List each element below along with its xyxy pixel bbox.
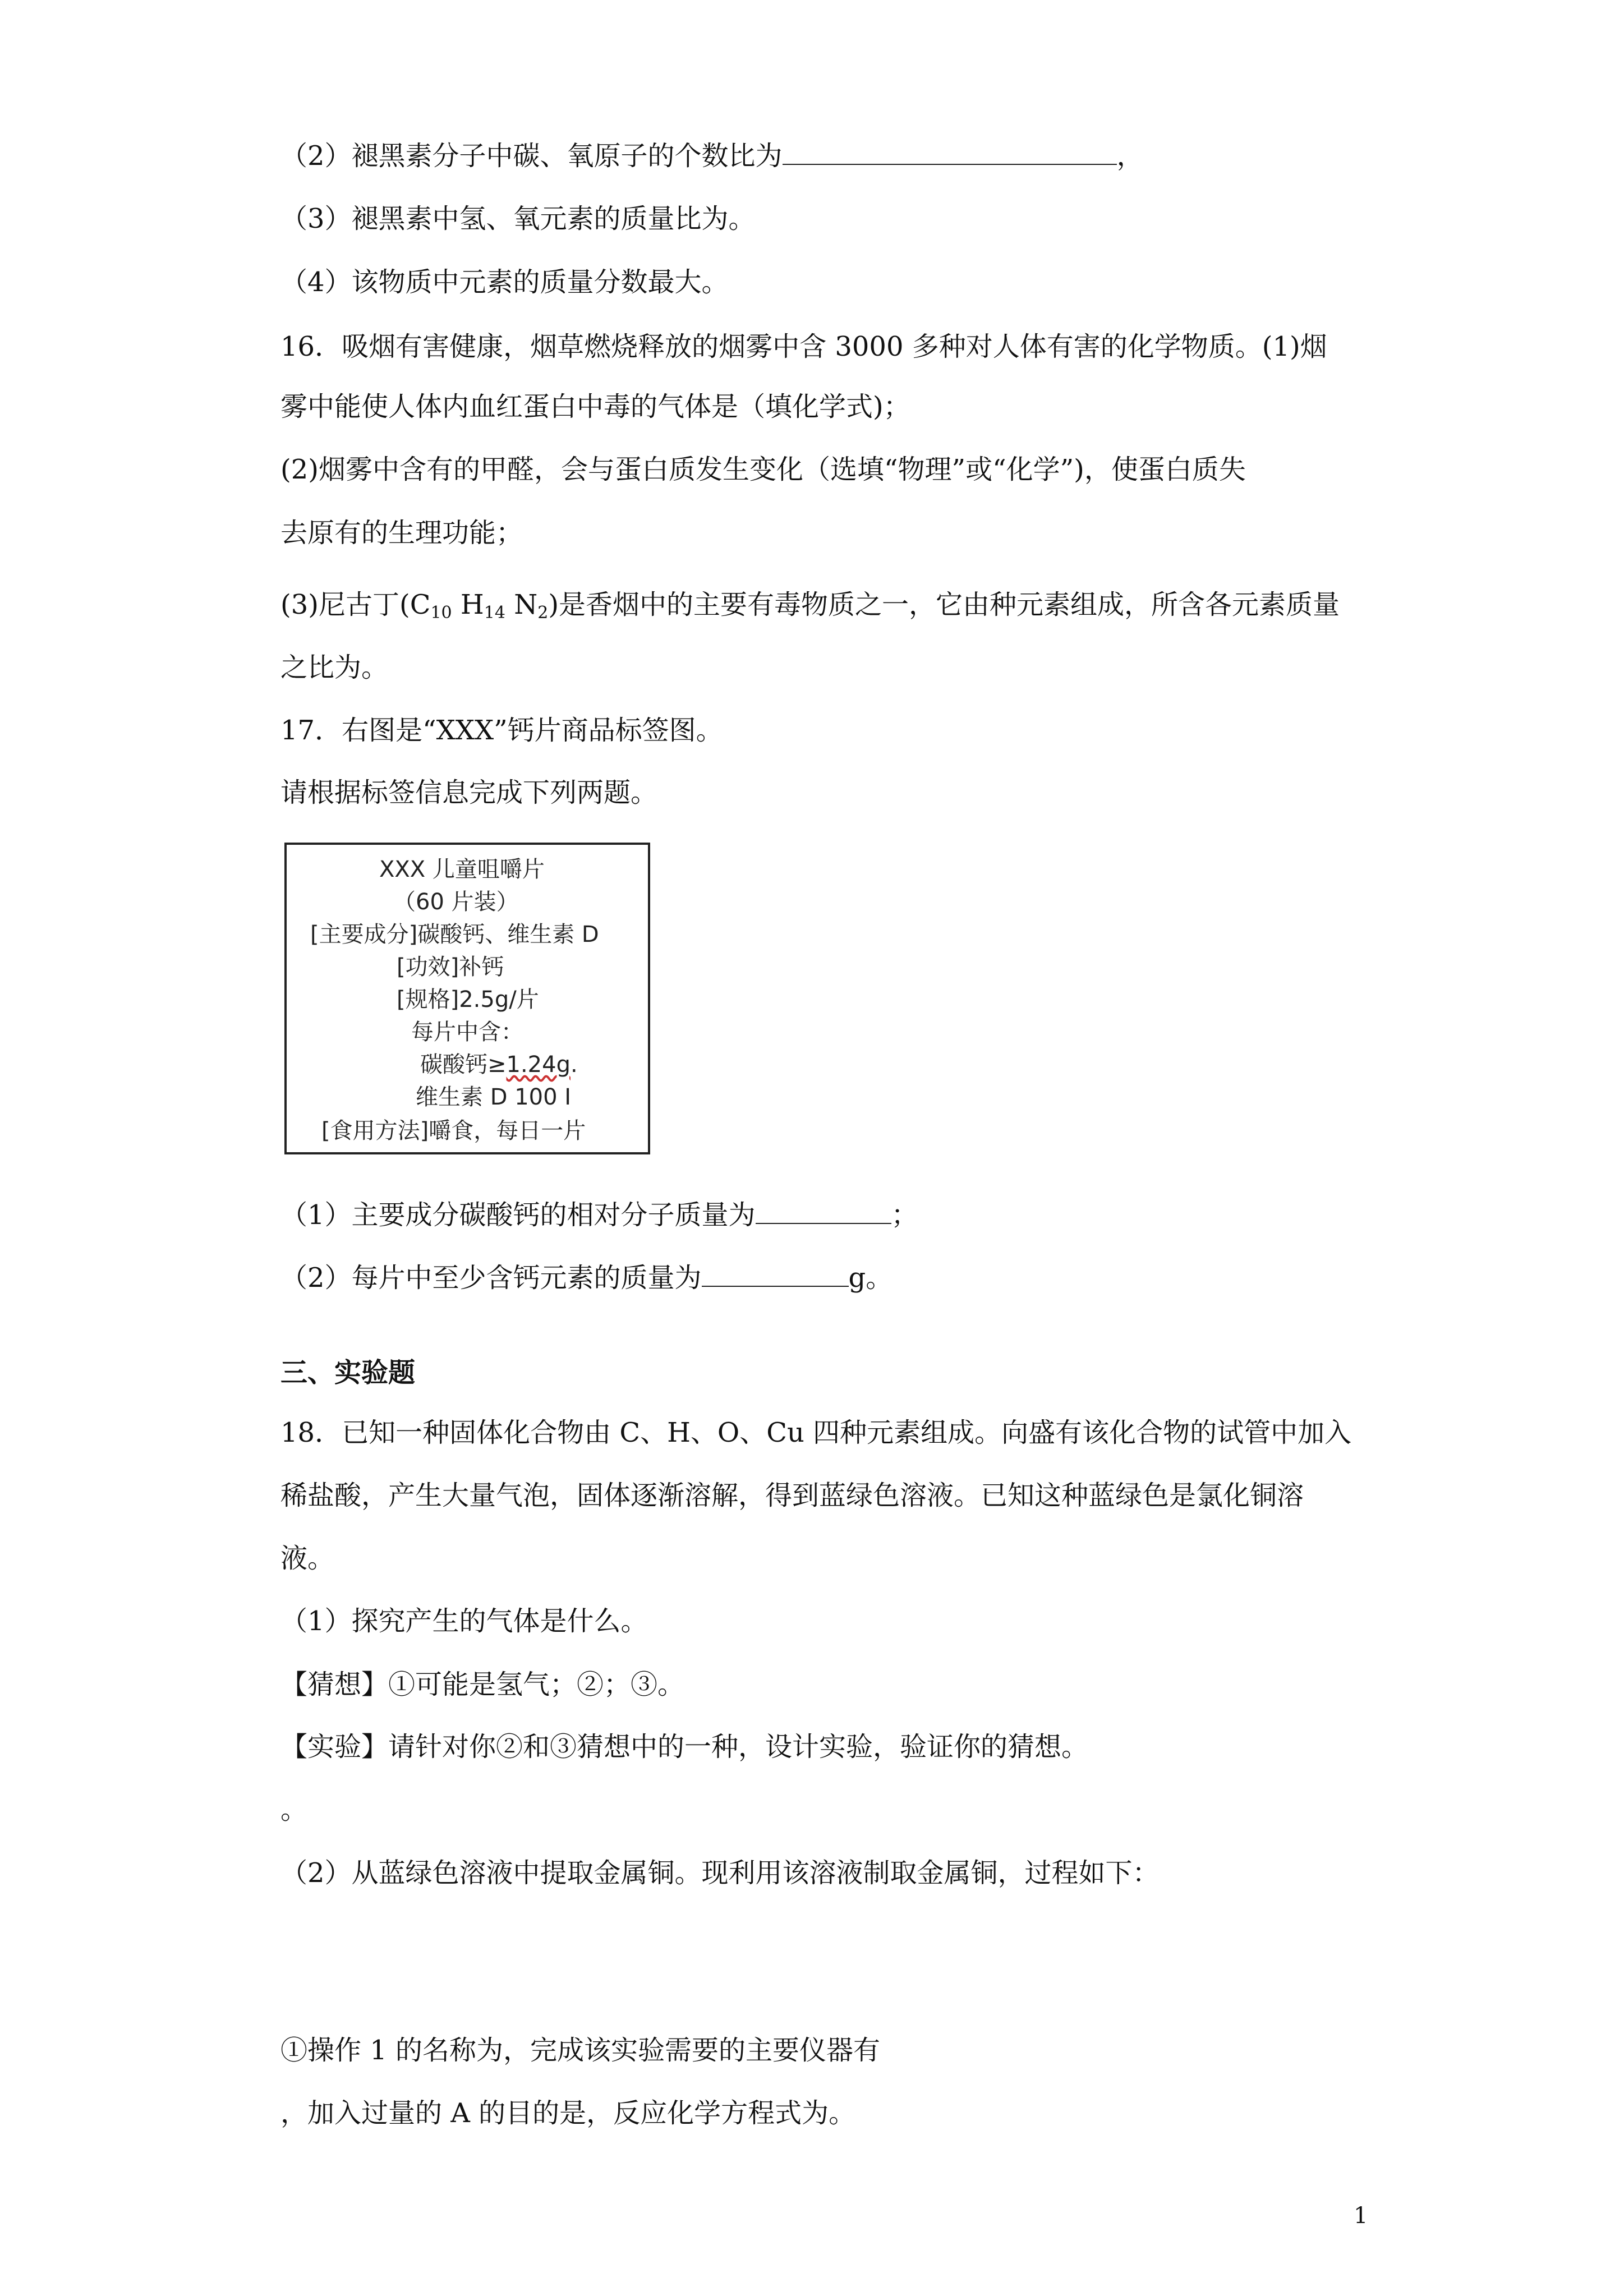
calcium-carbonate-label: 碳酸钙≥ bbox=[420, 1052, 507, 1078]
q16-line-3: (2)烟雾中含有的甲醛，会与蛋白质发生变化（选填“物理”或“化学”)，使蛋白质失 bbox=[280, 454, 1246, 485]
formula-element: N bbox=[505, 589, 538, 620]
q16-line-5-text: )是香烟中的主要有毒物质之一，它由种元素组成，所含各元素质量 bbox=[548, 589, 1340, 620]
formula-element: H bbox=[452, 589, 484, 620]
q17-item-2-end: g。 bbox=[848, 1262, 893, 1294]
label-line-spec: [规格]2.5g/片 bbox=[397, 987, 539, 1013]
section-heading: 三、实验题 bbox=[280, 1357, 416, 1388]
q16-line-2: 雾中能使人体内血红蛋白中毒的气体是（填化学式)； bbox=[280, 391, 910, 422]
label-line-product: XXX 儿童咀嚼片 bbox=[379, 857, 545, 882]
q18-line-9: ①操作 1 的名称为，完成该实验需要的主要仪器有 bbox=[280, 2035, 881, 2066]
page-number: 1 bbox=[1354, 2203, 1368, 2229]
q17-item-2-text: （2）每片中至少含钙元素的质量为 bbox=[280, 1262, 702, 1294]
label-line-vitamin-d: 维生素 D 100 I bbox=[416, 1084, 572, 1110]
q18-line-10: ，加入过量的 A 的目的是，反应化学方程式为。 bbox=[280, 2097, 856, 2129]
answer-blank[interactable] bbox=[702, 1261, 849, 1287]
label-line-effect: [功效]补钙 bbox=[397, 954, 504, 980]
q17-item-1-end: ； bbox=[891, 1199, 918, 1231]
q17-item-2 bbox=[280, 1261, 892, 1295]
product-label-image bbox=[284, 843, 650, 1154]
q17-item-1 bbox=[280, 1198, 918, 1232]
q17-line-1: 17．右图是“XXX”钙片商品标签图。 bbox=[280, 715, 723, 746]
label-line-calcium-carbonate bbox=[420, 1047, 578, 1079]
q18-line-1: 18．已知一种固体化合物由 C、H、O、Cu 四种元素组成。向盛有该化合物的试管中加入 bbox=[280, 1417, 1352, 1448]
answer-blank[interactable] bbox=[783, 139, 1117, 165]
period: . bbox=[570, 1052, 578, 1078]
q16-line-1: 16．吸烟有害健康，烟草燃烧释放的烟雾中含 3000 多种对人体有害的化学物质。(1)烟 bbox=[280, 331, 1327, 362]
q18-line-6: 【实验】请针对你②和③猜想中的一种，设计实验，验证你的猜想。 bbox=[280, 1731, 1089, 1763]
q15-item-4: （4）该物质中元素的质量分数最大。 bbox=[280, 266, 729, 298]
q18-line-8: （2）从蓝绿色溶液中提取金属铜。现利用该溶液制取金属铜，过程如下： bbox=[280, 1857, 1160, 1889]
q15-item-2-end: ， bbox=[1116, 140, 1144, 172]
q18-line-5: 【猜想】①可能是氢气；②；③。 bbox=[280, 1669, 685, 1700]
label-line-count: （60 片装） bbox=[393, 889, 519, 915]
q18-line-2: 稀盐酸，产生大量气泡，固体逐渐溶解，得到蓝绿色溶液。已知这种蓝绿色是氯化铜溶 bbox=[280, 1480, 1304, 1511]
q15-item-2-text: （2）褪黑素分子中碳、氧原子的个数比为 bbox=[280, 140, 783, 172]
label-line-ingredients: [主要成分]碳酸钙、维生素 D bbox=[310, 922, 599, 947]
answer-blank[interactable] bbox=[756, 1198, 891, 1224]
q18-line-4: （1）探究产生的气体是什么。 bbox=[280, 1605, 648, 1637]
q15-item-2 bbox=[280, 139, 1144, 173]
q18-line-7: 。 bbox=[280, 1794, 308, 1825]
subscript: 14 bbox=[484, 603, 505, 623]
q18-line-3: 液。 bbox=[280, 1543, 335, 1574]
label-line-per-tablet: 每片中含： bbox=[411, 1019, 523, 1045]
label-line-usage: [食用方法]嚼食，每日一片 bbox=[321, 1118, 586, 1144]
q16-line-4: 去原有的生理功能； bbox=[280, 517, 523, 549]
nicotine-formula-prefix: (3)尼古丁(C bbox=[280, 589, 431, 620]
subscript: 10 bbox=[430, 603, 452, 623]
calcium-carbonate-value: 1.24g bbox=[506, 1052, 571, 1078]
q17-line-2: 请根据标签信息完成下列两题。 bbox=[280, 777, 658, 808]
q16-line-6: 之比为。 bbox=[280, 652, 389, 683]
subscript: 2 bbox=[537, 603, 549, 623]
q17-item-1-text: （1）主要成分碳酸钙的相对分子质量为 bbox=[280, 1199, 756, 1231]
q16-line-5 bbox=[280, 588, 1340, 630]
q15-item-3: （3）褪黑素中氢、氧元素的质量比为。 bbox=[280, 203, 756, 234]
